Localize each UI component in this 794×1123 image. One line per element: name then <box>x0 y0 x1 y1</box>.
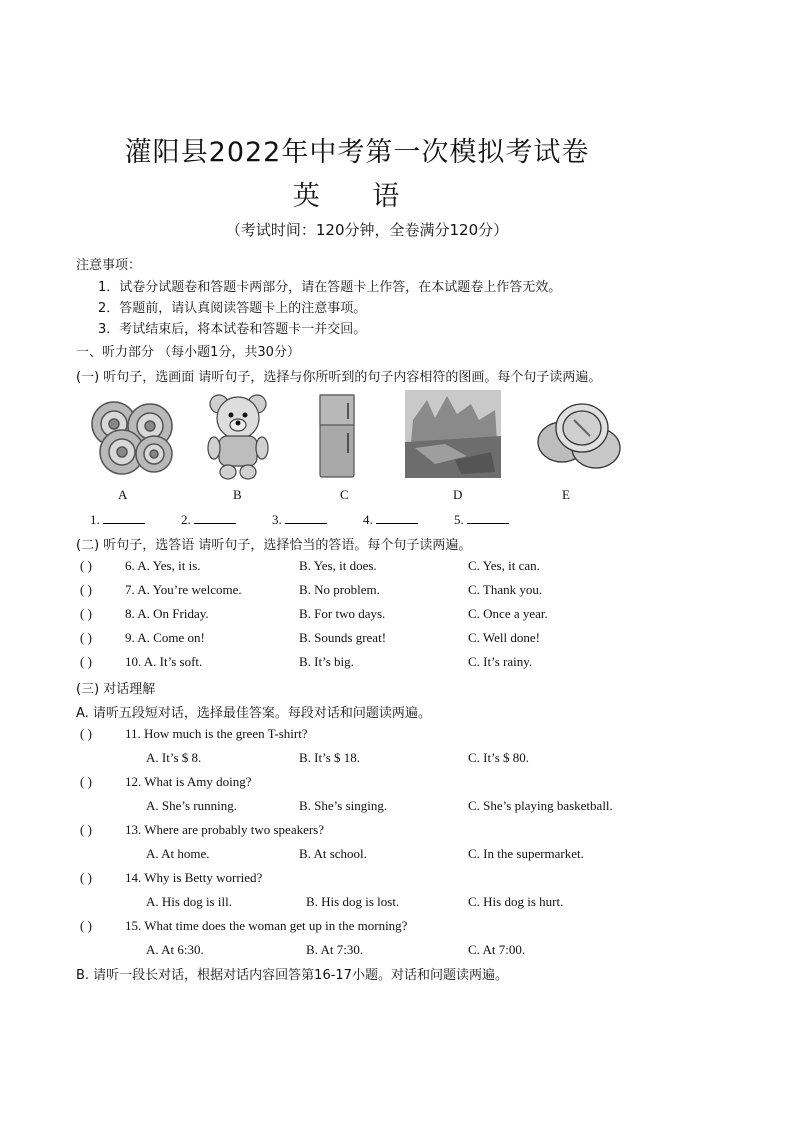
question-text: 10. A. It’s soft. <box>125 654 203 669</box>
option-c: C. It’s rainy. <box>468 654 533 669</box>
picture-label: B <box>233 487 242 502</box>
part2-heading: (二) 听句子，选答语 请听句子，选择恰当的答语。每个句子读两遍。 <box>76 538 472 553</box>
answer-paren[interactable]: ( ) <box>80 654 92 669</box>
option-a: A. It’s $ 8. <box>146 750 202 765</box>
option-a: A. At 6:30. <box>146 942 204 957</box>
teddy-bear-icon <box>203 392 273 480</box>
option-b: B. She’s singing. <box>299 798 388 813</box>
blank-number: 2. <box>181 512 191 527</box>
notes-heading: 注意事项： <box>76 258 142 273</box>
option-b: B. It’s $ 18. <box>299 750 361 765</box>
question-text: 15. What time does the woman get up in the morning? <box>125 918 408 933</box>
question-text: 8. A. On Friday. <box>125 606 209 621</box>
blank-line[interactable] <box>285 511 327 524</box>
blank-line[interactable] <box>103 511 145 524</box>
picture-label: E <box>562 487 570 502</box>
answer-paren[interactable]: ( ) <box>80 918 92 933</box>
picture-label: C <box>340 487 349 502</box>
answer-blank-3[interactable] <box>272 511 327 528</box>
answer-blank-2[interactable] <box>181 511 236 528</box>
note-item: 1．试卷分试题卷和答题卡两部分，请在答题卡上作答，在本试题卷上作答无效。 <box>98 280 562 295</box>
blank-line[interactable] <box>467 511 509 524</box>
question-text: 12. What is Amy doing? <box>125 774 252 789</box>
note-item: 2．答题前，请认真阅读答题卡上的注意事项。 <box>98 301 367 316</box>
option-b: B. Sounds great! <box>299 630 387 645</box>
blank-line[interactable] <box>376 511 418 524</box>
option-b: B. For two days. <box>299 606 386 621</box>
option-a: A. At home. <box>146 846 210 861</box>
question-text: 9. A. Come on! <box>125 630 205 645</box>
blank-number: 1. <box>90 512 100 527</box>
answer-blank-1[interactable] <box>90 511 145 528</box>
option-b: B. No problem. <box>299 582 380 597</box>
part3-heading: (三) 对话理解 <box>76 682 156 697</box>
question-text: 14. Why is Betty worried? <box>125 870 263 885</box>
option-c: C. She’s playing basketball. <box>468 798 613 813</box>
blank-number: 5. <box>454 512 464 527</box>
option-b: B. His dog is lost. <box>306 894 400 909</box>
blank-number: 3. <box>272 512 282 527</box>
exam-info: （考试时间：120分钟，全卷满分120分） <box>225 221 509 239</box>
question-text: 6. A. Yes, it is. <box>125 558 201 573</box>
part3-sub-a: A. 请听五段短对话，选择最佳答案。每段对话和问题读两遍。 <box>76 706 431 721</box>
question-text: 13. Where are probably two speakers? <box>125 822 325 837</box>
option-a: A. His dog is ill. <box>146 894 232 909</box>
option-c: C. At 7:00. <box>468 942 526 957</box>
part1-heading: (一) 听句子，选画面 请听句子，选择与你所听到的句子内容相符的图画。每个句子读两遍。 <box>76 370 602 385</box>
answer-paren[interactable]: ( ) <box>80 774 92 789</box>
answer-paren[interactable]: ( ) <box>80 558 92 573</box>
option-c: C. Thank you. <box>468 582 543 597</box>
exam-title: 灌阳县2022年中考第一次模拟考试卷 <box>124 137 590 168</box>
answer-paren[interactable]: ( ) <box>80 582 92 597</box>
option-c: C. His dog is hurt. <box>468 894 564 909</box>
part3-sub-b: B. 请听一段长对话，根据对话内容回答第16-17小题。对话和问题读两遍。 <box>76 968 508 983</box>
option-c: C. In the supermarket. <box>468 846 584 861</box>
subject-title: 英 语 <box>292 181 422 212</box>
option-b: B. At 7:30. <box>306 942 364 957</box>
option-a: A. She’s running. <box>146 798 237 813</box>
picture-label: D <box>453 487 463 502</box>
answer-paren[interactable]: ( ) <box>80 822 92 837</box>
blank-line[interactable] <box>194 511 236 524</box>
option-b: B. Yes, it does. <box>299 558 377 573</box>
section-heading: 一、听力部分 （每小题1分，共30分） <box>76 345 300 360</box>
option-b: B. At school. <box>299 846 367 861</box>
question-text: 7. A. You’re welcome. <box>125 582 242 597</box>
answer-blank-4[interactable] <box>363 511 418 528</box>
answer-paren[interactable]: ( ) <box>80 726 92 741</box>
option-c: C. It’s $ 80. <box>468 750 530 765</box>
cookies-icon <box>84 394 180 478</box>
option-c: C. Once a year. <box>468 606 548 621</box>
answer-blank-5[interactable] <box>454 511 509 528</box>
note-item: 3．考试结束后，将本试卷和答题卡一并交回。 <box>98 322 367 337</box>
answer-paren[interactable]: ( ) <box>80 630 92 645</box>
option-c: C. Well done! <box>468 630 541 645</box>
earthquake-ruins-icon <box>405 390 501 478</box>
answer-paren[interactable]: ( ) <box>80 606 92 621</box>
option-c: C. Yes, it can. <box>468 558 540 573</box>
coins-icon <box>534 398 626 474</box>
question-text: 11. How much is the green T-shirt? <box>125 726 308 741</box>
refrigerator-icon <box>318 393 358 481</box>
picture-label: A <box>118 487 128 502</box>
option-b: B. It’s big. <box>299 654 354 669</box>
blank-number: 4. <box>363 512 373 527</box>
answer-paren[interactable]: ( ) <box>80 870 92 885</box>
